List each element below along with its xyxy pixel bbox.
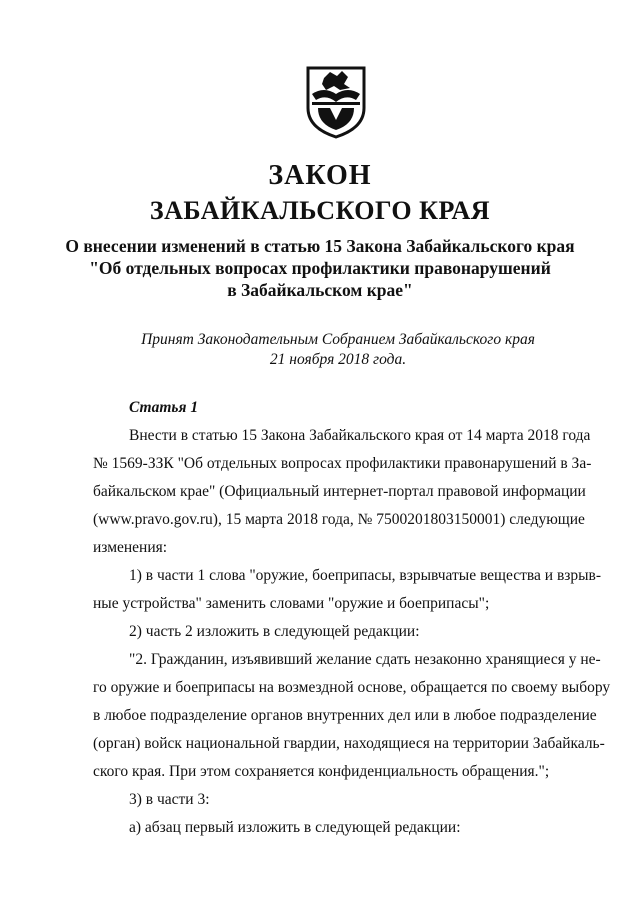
coat-of-arms-emblem bbox=[304, 64, 368, 140]
body-line: 1) в части 1 слова "оружие, боеприпасы, взрывчатые вещества и взрыв- bbox=[129, 567, 602, 584]
subtitle-line: О внесении изменений в статью 15 Закона Забайкальского края bbox=[65, 236, 575, 256]
body-line: (www.pravo.gov.ru), 15 марта 2018 года, № 7500201803150001) следующие bbox=[93, 511, 585, 528]
body-line: № 1569-ЗЗК "Об отдельных вопросах профилактики правонарушений в За- bbox=[93, 455, 592, 472]
body-line: Внести в статью 15 Закона Забайкальского края от 14 марта 2018 года bbox=[129, 427, 591, 444]
article-heading: Статья 1 bbox=[129, 399, 199, 416]
body-line: "2. Гражданин, изъявивший желание сдать незаконно хранящиеся у не- bbox=[129, 651, 601, 668]
body-line: 3) в части 3: bbox=[129, 791, 210, 808]
body-line: ные устройства" заменить словами "оружие и боеприпасы"; bbox=[93, 595, 490, 612]
body-line: байкальском крае" (Официальный интернет-портал правовой информации bbox=[93, 483, 586, 500]
body-line: в любое подразделение органов внутренних дел или в любое подразделение bbox=[93, 707, 597, 724]
body-line: 2) часть 2 изложить в следующей редакции: bbox=[129, 623, 420, 640]
subtitle-line: "Об отдельных вопросах профилактики правонарушений bbox=[89, 258, 551, 278]
adoption-date: 21 ноября 2018 года. bbox=[269, 351, 407, 368]
eagle-wings-icon bbox=[312, 90, 360, 102]
subtitle-line: в Забайкальском крае" bbox=[227, 280, 413, 300]
body-line: а) абзац первый изложить в следующей редакции: bbox=[129, 819, 461, 836]
arrow-bar-icon bbox=[312, 102, 360, 105]
body-line: ского края. При этом сохраняется конфиденциальность обращения."; bbox=[93, 763, 550, 780]
body-line: го оружие и боеприпасы на возмездной основе, обращается по своему выбору bbox=[93, 679, 611, 696]
body-line: изменения: bbox=[93, 539, 168, 556]
adoption-line: Принят Законодательным Собранием Забайкальского края bbox=[141, 331, 535, 348]
eagle-head-icon bbox=[322, 71, 350, 90]
document-region-title: ЗАБАЙКАЛЬСКОГО КРАЯ bbox=[149, 196, 491, 225]
body-line: (орган) войск национальной гвардии, находящиеся на территории Забайкаль- bbox=[93, 735, 605, 752]
document-title: ЗАКОН bbox=[268, 160, 372, 191]
